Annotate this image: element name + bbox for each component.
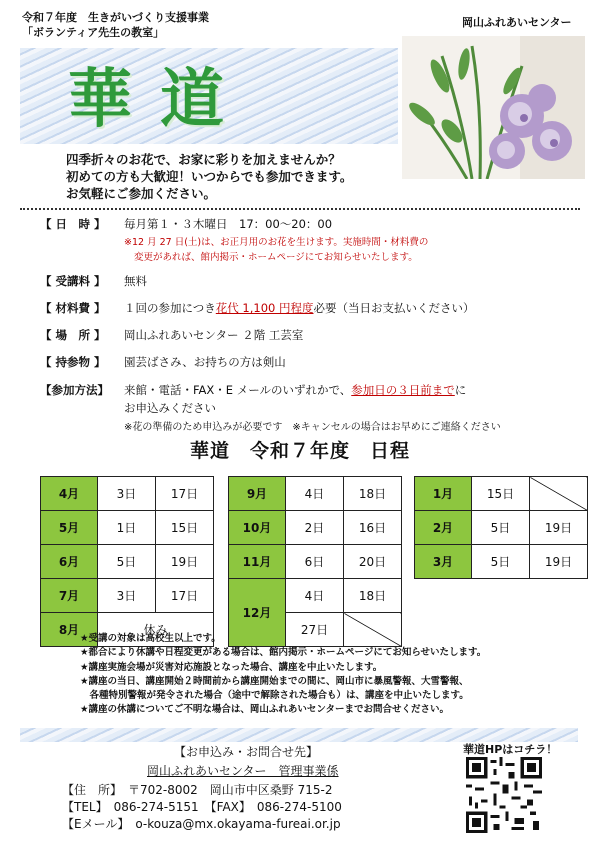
material-price: 花代 1,100 円程度 xyxy=(215,301,314,315)
contact-org: 岡山ふれあいセンター 管理事業係 xyxy=(147,764,339,778)
divider xyxy=(20,208,580,210)
date-cell: 20日 xyxy=(344,545,402,579)
date-cell: 19日 xyxy=(156,545,214,579)
apply-pre: 来館・電話・FAX・E メールのいずれかで、 xyxy=(124,383,352,397)
date-cell: 18日 xyxy=(344,477,402,511)
note-item: ★受講の対象は高校生以上です。 xyxy=(80,633,221,644)
qr-code[interactable] xyxy=(466,757,542,833)
date-cell: 15日 xyxy=(472,477,530,511)
bring-label: 【 持参物 】 xyxy=(40,355,106,369)
table-row xyxy=(41,511,214,545)
page-title: 華道 xyxy=(68,62,252,137)
decorative-bar xyxy=(20,728,578,742)
fax-label: 【FAX】 xyxy=(210,800,245,814)
tel-label: 【TEL】 xyxy=(62,800,102,814)
program-line2: 「ボランティア先生の教室」 xyxy=(22,26,165,39)
month-cell: 5月 xyxy=(41,511,98,545)
date-cell: 17日 xyxy=(156,477,214,511)
note-item: ★講座の休講についてご不明な場合は、岡山ふれあいセンターまでお問合せください。 xyxy=(80,704,449,716)
note-item: ★都合により休講や日程変更がある場合は、館内掲示・ホームページにてお知らせいたします。 xyxy=(80,647,487,659)
table-row xyxy=(229,545,402,579)
note-item: ★講座の当日、講座開始２時間前から講座開始までの間に、岡山市に暴風警報、大雪警報、 xyxy=(80,675,469,687)
month-cell: 1月 xyxy=(415,477,472,511)
place-value: 岡山ふれあいセンター ２階 工芸室 xyxy=(124,328,304,342)
table-row xyxy=(415,511,588,545)
date-cell: 16日 xyxy=(344,511,402,545)
email-value[interactable]: o-kouza@mx.okayama-fureai.or.jp xyxy=(135,817,341,831)
datetime-value: 毎月第１・３木曜日 17：00～20：00 xyxy=(124,217,333,231)
tel-value[interactable]: 086-274-5151 xyxy=(113,800,199,814)
date-cell: 5日 xyxy=(472,545,530,579)
table-row xyxy=(229,511,402,545)
place-label: 【 場 所 】 xyxy=(40,328,106,342)
month-cell: 11月 xyxy=(229,545,286,579)
material-pre: １回の参加につき xyxy=(124,301,216,315)
apply-deadline: 参加日の３日前まで xyxy=(351,383,455,397)
month-cell: 8月 xyxy=(41,613,98,647)
table-row xyxy=(41,477,214,511)
table-row xyxy=(229,477,402,511)
flower-photo xyxy=(402,36,585,179)
date-cell: 19日 xyxy=(530,511,588,545)
material-label: 【 材料費 】 xyxy=(40,301,106,315)
month-cell: 10月 xyxy=(229,511,286,545)
datetime-label: 【 日 時 】 xyxy=(40,217,106,231)
apply-label: 【参加方法】 xyxy=(40,383,109,397)
apply-note: ※花の準備のため申込みが必要です ※キャンセルの場合はお早めにご連絡ください xyxy=(124,422,501,433)
month-cell: 12月 xyxy=(229,579,286,647)
program-line1: 令和７年度 生きがいづくり支援事業 xyxy=(22,11,209,24)
fax-value: 086-274-5100 xyxy=(256,800,342,814)
email-line xyxy=(62,815,341,832)
intro-line: お気軽にご参加ください。 xyxy=(66,186,217,201)
fee-label: 【 受講料 】 xyxy=(40,274,106,288)
month-cell: 4月 xyxy=(41,477,98,511)
address-label: 【住 所】 xyxy=(62,783,117,797)
phone-line xyxy=(62,798,342,815)
table-row xyxy=(41,579,214,613)
contact-title: 【お申込み・お問合せ先】 xyxy=(174,745,319,759)
date-cell: 6日 xyxy=(286,545,344,579)
organizer-name: 岡山ふれあいセンター xyxy=(462,16,572,29)
table-row xyxy=(41,545,214,579)
intro-line: 四季折々のお花で、お家に彩りを加えませんか？ xyxy=(66,152,341,167)
schedule-table-apr-aug xyxy=(40,476,214,647)
month-cell: 7月 xyxy=(41,579,98,613)
month-cell: 6月 xyxy=(41,545,98,579)
material-value xyxy=(124,300,475,316)
month-cell: 3月 xyxy=(415,545,472,579)
schedule-table-jan-mar xyxy=(414,476,588,579)
intro-text xyxy=(66,151,352,202)
month-cell: 2月 xyxy=(415,511,472,545)
date-cell: 27日 xyxy=(286,613,344,647)
bring-value: 園芸ばさみ、お持ちの方は剣山 xyxy=(124,355,286,369)
rest-cell: 休み xyxy=(98,613,214,647)
schedule-title: 華道 令和７年度 日程 xyxy=(189,440,410,462)
date-cell: 4日 xyxy=(286,477,344,511)
date-cell: 18日 xyxy=(344,579,402,613)
table-row xyxy=(415,477,588,511)
schedule-table-sep-dec xyxy=(228,476,402,647)
date-cell: 17日 xyxy=(156,579,214,613)
date-cell: 1日 xyxy=(98,511,156,545)
date-cell: 3日 xyxy=(98,477,156,511)
date-cell: 5日 xyxy=(98,545,156,579)
note-item: ★講座実施会場が災害対応施設となった場合、講座を中止いたします。 xyxy=(80,661,383,673)
address-line xyxy=(62,781,333,798)
table-row xyxy=(229,579,402,613)
note-item: 各種特別警報が発令された場合（途中で解除された場合も）は、講座を中止いたします。 xyxy=(80,690,469,702)
qr-title: 華道HPはコチラ！ xyxy=(463,743,558,756)
apply-post: に xyxy=(454,383,467,397)
program-header xyxy=(22,10,209,40)
datetime-note: ※12 月 27 日(土)は、お正月用のお花を生けます。実施時間・材料費の xyxy=(124,237,429,248)
date-cell: 19日 xyxy=(530,545,588,579)
datetime-note: 変更があれば、館内掲示・ホームページにてお知らせいたします。 xyxy=(134,252,418,263)
month-cell: 9月 xyxy=(229,477,286,511)
table-row xyxy=(415,545,588,579)
date-cell: 4日 xyxy=(286,579,344,613)
empty-cell xyxy=(530,477,588,511)
apply-value xyxy=(124,382,466,398)
material-post: 必要（当日お支払いください） xyxy=(313,301,475,315)
intro-line: 初めての方も大歓迎！いつからでも参加できます。 xyxy=(66,169,353,184)
apply-line2: お申込みください xyxy=(124,401,216,415)
date-cell: 3日 xyxy=(98,579,156,613)
address-value: 〒702-8002 岡山市中区桑野 715-2 xyxy=(128,783,333,797)
date-cell: 15日 xyxy=(156,511,214,545)
fee-value: 無料 xyxy=(124,274,147,288)
date-cell: 5日 xyxy=(472,511,530,545)
date-cell: 2日 xyxy=(286,511,344,545)
notes-list xyxy=(80,632,486,718)
email-label: 【Eメール】 xyxy=(62,817,124,831)
